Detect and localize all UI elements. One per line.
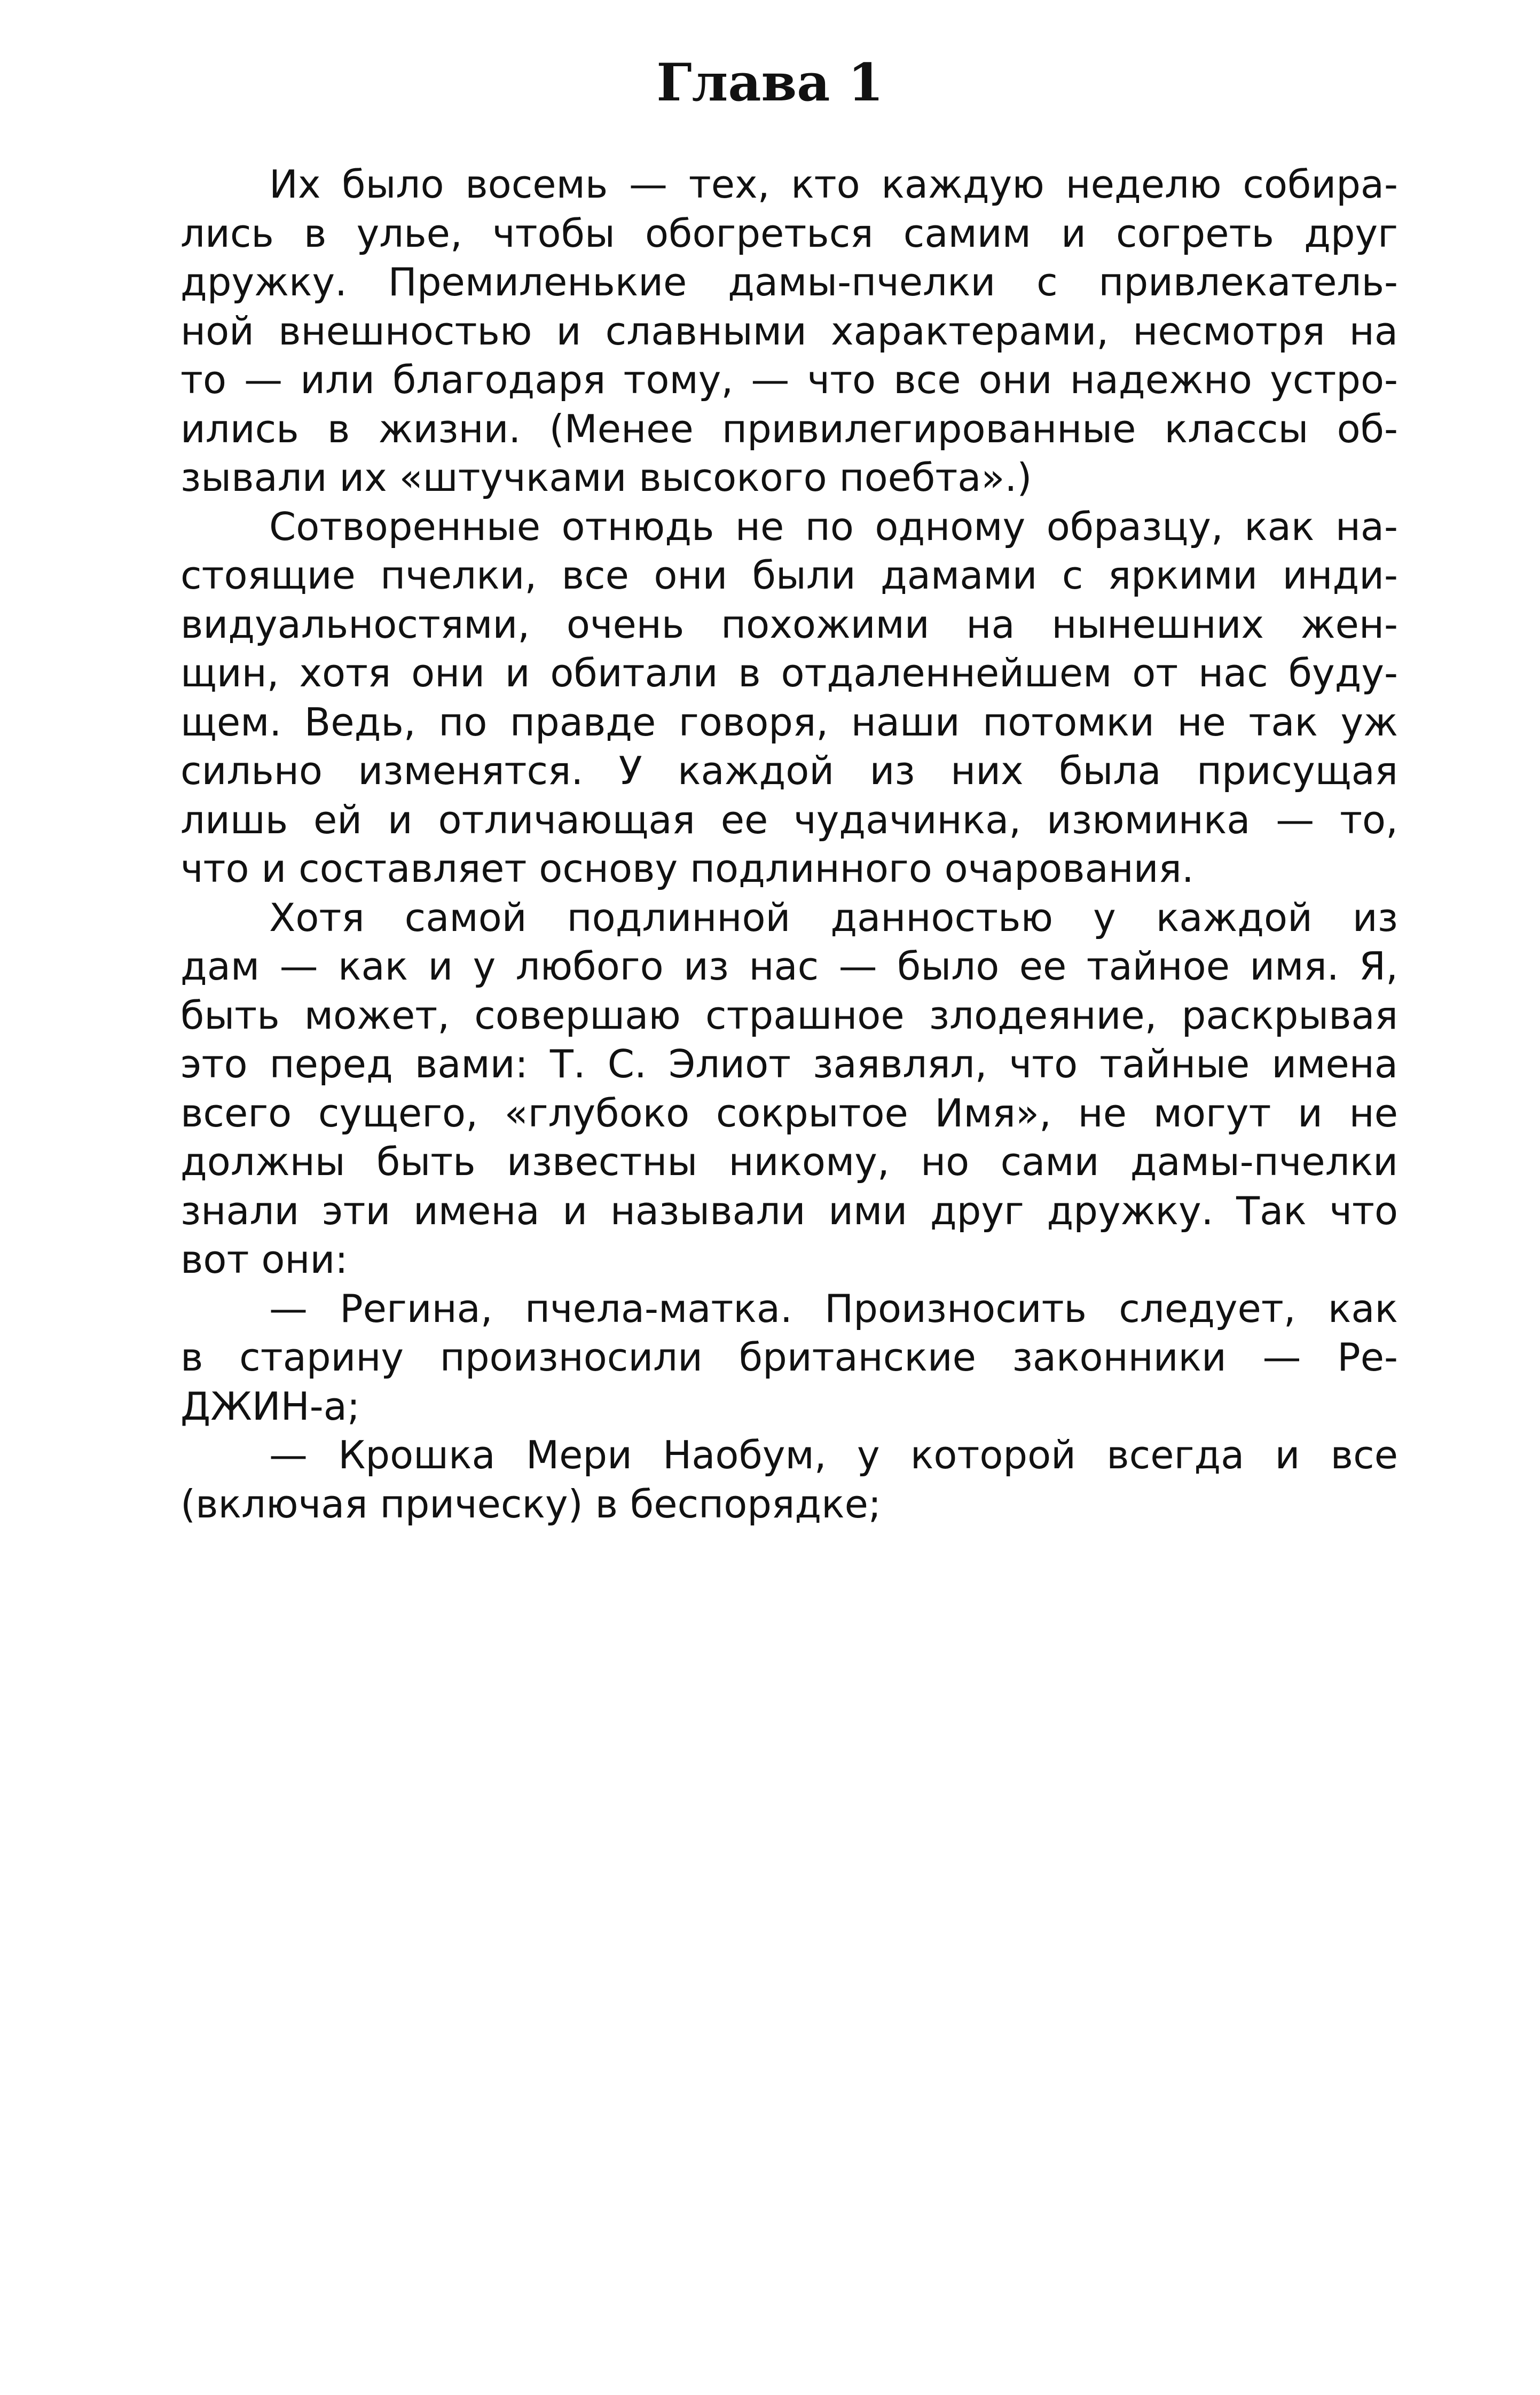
text-line: в старину произносили британские законники — Ре- bbox=[180, 1335, 1398, 1380]
text-line: ДЖИН-а; bbox=[180, 1383, 360, 1429]
text-line: лись в улье, чтобы обогреться самим и согреть друг bbox=[180, 210, 1398, 256]
text-line: это перед вами: Т. С. Элиот заявлял, что тайные имена bbox=[180, 1042, 1398, 1086]
text-line: зывали их «штучками высокого поебта».) bbox=[180, 455, 1032, 500]
text-line: Хотя самой подлинной данностью у каждой из bbox=[269, 895, 1398, 940]
text-line: всего сущего, «глубоко сокрытое Имя», не могут и не bbox=[180, 1090, 1398, 1136]
text-line: ной внешностью и славными характерами, несмотря на bbox=[180, 308, 1398, 354]
text-line: сильно изменятся. У каждой из них была присущая bbox=[180, 748, 1398, 793]
text-line: видуальностями, очень похожими на нынешних жен- bbox=[180, 601, 1398, 647]
text-line: щин, хотя они и обитали в отдаленнейшем от нас буду- bbox=[180, 651, 1398, 695]
text-line: что и составляет основу подлинного очарования. bbox=[180, 846, 1194, 891]
text-line: ились в жизни. (Менее привилегированные классы об- bbox=[180, 406, 1398, 451]
text-line: Их было восемь — тех, кто каждую неделю собира- bbox=[269, 162, 1398, 207]
chapter-body bbox=[180, 160, 1398, 1529]
text-line: — Крошка Мери Наобум, у которой всегда и все bbox=[269, 1433, 1398, 1477]
text-line: должны быть известны никому, но сами дамы-пчелки bbox=[180, 1139, 1398, 1184]
text-line: — Регина, пчела-матка. Произносить следует, как bbox=[269, 1286, 1398, 1331]
text-line: стоящие пчелки, все они были дамами с яркими инди- bbox=[180, 553, 1398, 598]
text-line: Сотворенные отнюдь не по одному образцу, как на- bbox=[269, 504, 1398, 549]
chapter-title: Глава 1 bbox=[656, 52, 884, 113]
text-line: щем. Ведь, по правде говоря, наши потомки не так уж bbox=[180, 699, 1398, 745]
text-line: лишь ей и отличающая ее чудачинка, изюминка — то, bbox=[180, 797, 1398, 842]
text-line: (включая прическу) в беспорядке; bbox=[180, 1481, 882, 1527]
text-line: то — или благодаря тому, — что все они надежно устро- bbox=[180, 357, 1398, 402]
text-line: вот они: bbox=[180, 1237, 348, 1282]
text-line: дружку. Премиленькие дамы-пчелки с привлекатель- bbox=[180, 260, 1398, 304]
text-line: быть может, совершаю страшное злодеяние, раскрывая bbox=[180, 992, 1398, 1038]
text-line: знали эти имена и называли ими друг дружку. Так что bbox=[180, 1188, 1398, 1233]
text-line: дам — как и у любого из нас — было ее тайное имя. Я, bbox=[180, 944, 1398, 989]
